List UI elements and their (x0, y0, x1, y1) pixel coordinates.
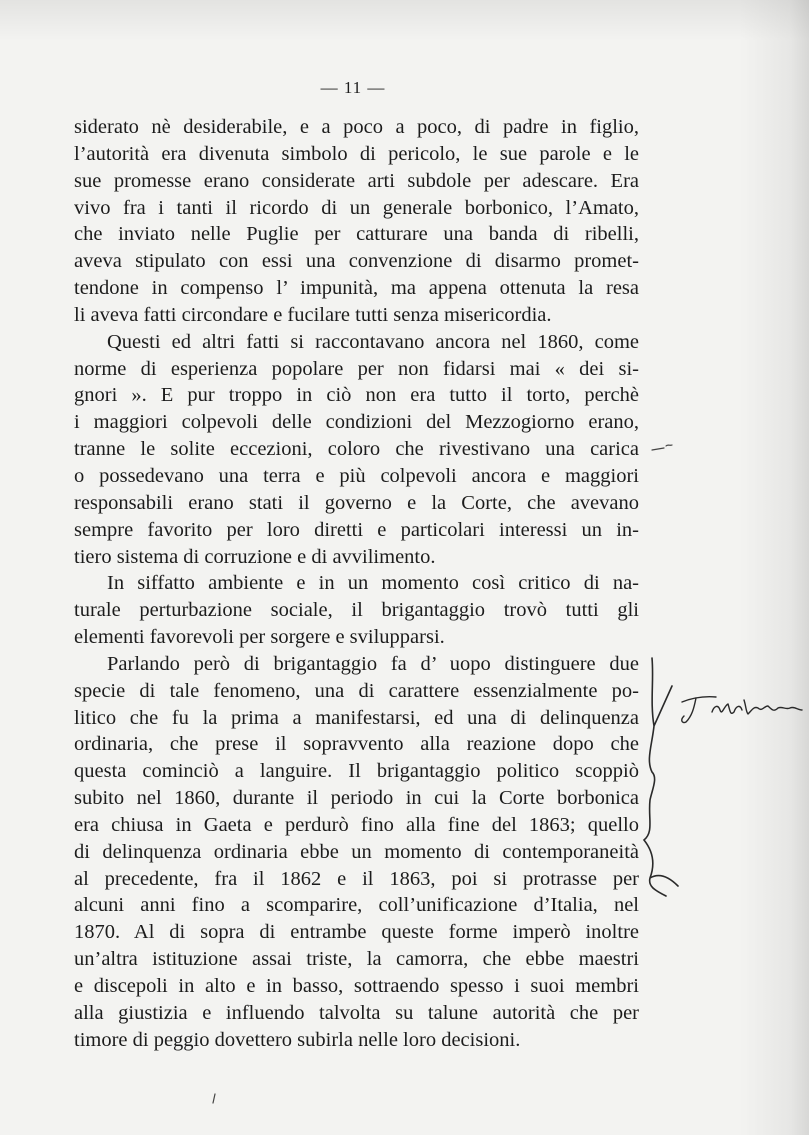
margin-bracket-line (644, 658, 678, 896)
text-line: che inviato nelle Puglie per catturare una banda di ribelli, (74, 223, 639, 246)
text-line: un’altra istituzione assai triste, la camorra, che ebbe maestri (74, 948, 639, 971)
text-line: alcuni anni fino a scomparire, coll’unificazione d’Italia, nel (74, 894, 639, 917)
text-line: e discepoli in alto e in basso, sottraendo spesso i suoi membri (74, 975, 639, 997)
text-line: In siffatto ambiente e in un momento così critico di na- (107, 572, 639, 595)
text-line: elementi favorevoli per sorgere e svilupparsi. (74, 626, 445, 649)
text-line: i maggiori colpevoli delle condizioni del Mezzogiorno erano, (74, 411, 639, 434)
text-line: siderato nè desiderabile, e a poco a poco, di padre in figlio, (74, 116, 639, 138)
text-line: litico che fu la prima a manifestarsi, ed una di delinquenza (74, 706, 639, 729)
text-line: gnori ». E pur troppo in ciò non era tutto il torto, perchè (74, 384, 639, 407)
text-line: questa cominciò a languire. Il brigantaggio politico scoppiò (74, 760, 639, 783)
text-line: di delinquenza ordinaria ebbe un momento di contemporaneità (74, 840, 639, 863)
handwritten-signature (682, 697, 802, 723)
paragraph (74, 570, 639, 651)
text-line: vivo fra i tanti il ricordo di un generale borbonico, l’Amato, (74, 196, 639, 219)
handwritten-annotation (630, 640, 809, 920)
text-line: ordinaria, che prese il sopravvento alla reazione dopo che (74, 733, 639, 756)
body-text (74, 114, 639, 1054)
text-line: sue promesse erano considerate arti subdole per adescare. Era (74, 169, 639, 192)
text-line: tendone in compenso l’ impunità, ma appena ottenuta la resa (74, 277, 639, 300)
page-number: — 11 — (320, 78, 386, 97)
paragraph (74, 114, 639, 329)
text-line: responsabili erano stati il governo e la Corte, che avevano (74, 491, 639, 514)
text-line: subito nel 1860, durante il periodo in cui la Corte borbonica (74, 787, 639, 810)
text-line: alla giustizia e influendo talvolta su talune autorità che per (74, 1001, 639, 1024)
text-line: aveva stipulato con essi una convenzione di disarmo promet- (74, 250, 639, 273)
pen-mark (208, 1092, 220, 1106)
pen-mark (648, 440, 678, 460)
text-line: timore di peggio dovettero subirla nelle loro decisioni. (74, 1028, 521, 1051)
text-line: o possedevano una terra e più colpevoli ancora e maggiori (74, 464, 639, 487)
text-line: l’autorità era divenuta simbolo di pericolo, le sue parole e le (74, 142, 639, 165)
text-line: Questi ed altri fatti si raccontavano ancora nel 1860, come (107, 330, 639, 353)
text-line: era chiusa in Gaeta e perdurò fino alla fine del 1863; quello (74, 813, 639, 836)
text-line: sempre favorito per loro diretti e particolari interessi un in- (74, 518, 639, 541)
text-line: 1870. Al di sopra di entrambe queste forme imperò inoltre (74, 921, 639, 944)
text-line: li aveva fatti circondare e fucilare tutti senza misericordia. (74, 303, 552, 326)
paragraph (74, 651, 639, 1054)
paragraph (74, 329, 639, 571)
text-line: tiero sistema di corruzione e di avvilimento. (74, 545, 436, 568)
text-line: Parlando però di brigantaggio fa d’ uopo distinguere due (107, 652, 639, 675)
text-line: al precedente, fra il 1862 e il 1863, poi si protrasse per (74, 867, 639, 890)
text-line: turale perturbazione sociale, il brigantaggio trovò tutti gli (74, 599, 639, 622)
text-line: tranne le solite eccezioni, coloro che rivestivano una carica (74, 438, 639, 461)
text-line: specie di tale fenomeno, una di carattere essenzialmente po- (74, 679, 639, 702)
text-line: norme di esperienza popolare per non fidarsi mai « dei si- (74, 357, 639, 380)
